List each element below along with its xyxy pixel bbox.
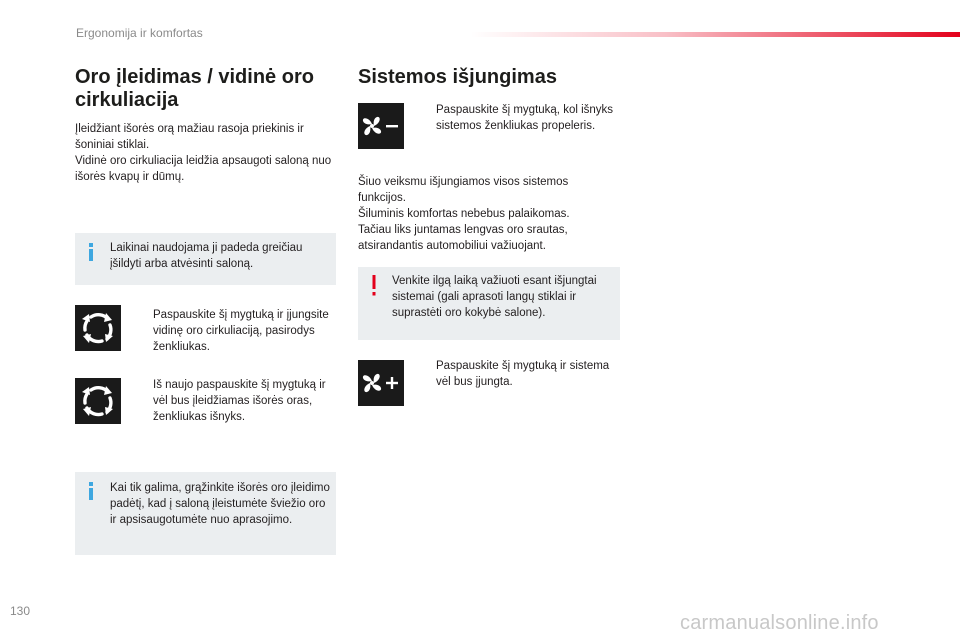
right-body-line-2: Šiluminis komfortas nebebus palaikomas. xyxy=(358,208,570,220)
watermark: carmanualsonline.info xyxy=(680,612,879,634)
info-note xyxy=(75,233,336,285)
step-recirculation-on-text: Paspauskite šį mygtuką ir įjungsite vidinę oro cirkuliaciją, pasirodys ženkliukas. xyxy=(153,309,329,353)
info-icon xyxy=(89,243,93,247)
left-title: Oro įleidimas / vidinė oro cirkuliacija xyxy=(75,66,314,111)
step-system-on-text: Paspauskite šį mygtuką ir sistema vėl bus įjungta. xyxy=(436,360,610,388)
right-body xyxy=(358,174,618,254)
left-intro-line-1: Įleidžiant išorės orą mažiau rasoja priekinis ir šoniniai stiklai. xyxy=(75,123,304,151)
header-accent-line xyxy=(470,32,960,37)
step-recirculation-off xyxy=(131,377,337,425)
right-body-line-1: Šiuo veiksmu išjungiamos visos sistemos funkcijos. xyxy=(358,176,569,204)
page-number: 130 xyxy=(10,604,31,618)
step-recirculation-off-text: Iš naujo paspauskite šį mygtuką ir vėl bus įleidžiamas išorės oras, ženkliukas išnyks. xyxy=(153,379,326,423)
recirculation-arrows-icon xyxy=(75,305,121,351)
step-recirculation-on xyxy=(131,307,337,355)
info-icon-bar xyxy=(89,488,93,500)
step-system-on xyxy=(414,358,614,390)
info-icon xyxy=(89,482,93,486)
fan-minus-icon xyxy=(358,103,404,149)
fan-off-button-icon xyxy=(358,103,404,149)
section-label: Ergonomija ir komfortas xyxy=(76,26,203,40)
warning-icon xyxy=(370,275,378,297)
step-system-off xyxy=(414,102,614,134)
recirculation-button-icon xyxy=(75,305,121,351)
right-title: Sistemos išjungimas xyxy=(358,66,557,88)
recirculation-button-icon-2 xyxy=(75,378,121,424)
warning-note xyxy=(358,267,620,340)
fan-on-button-icon xyxy=(358,360,404,406)
recirculation-arrows-icon xyxy=(75,378,121,424)
fan-plus-icon xyxy=(358,360,404,406)
info-note-text: Laikinai naudojama ji padeda greičiau įšildyti arba atvėsinti saloną. xyxy=(110,242,303,270)
info-note-2-text: Kai tik galima, grąžinkite išorės oro įleidimo padėtį, kad į saloną įleistumėte šviežio oro ir apsisaugotumėte nuo aprasojimo. xyxy=(110,482,330,526)
warning-note-text: Venkite ilgą laiką važiuoti esant išjungtai sistemai (gali aprasoti langų stiklai ir suprastėti oro kokybė salone). xyxy=(392,275,597,319)
right-body-line-3: Tačiau liks juntamas lengvas oro srautas, atsirandantis automobiliui važiuojant. xyxy=(358,224,568,252)
info-note-2 xyxy=(75,472,336,555)
left-intro-line-2: Vidinė oro cirkuliacija leidžia apsaugoti saloną nuo išorės kvapų ir dūmų. xyxy=(75,155,332,183)
left-intro xyxy=(75,121,333,185)
info-icon-bar xyxy=(89,249,93,261)
step-system-off-text: Paspauskite šį mygtuką, kol išnyks sistemos ženkliukas propeleris. xyxy=(436,104,614,132)
